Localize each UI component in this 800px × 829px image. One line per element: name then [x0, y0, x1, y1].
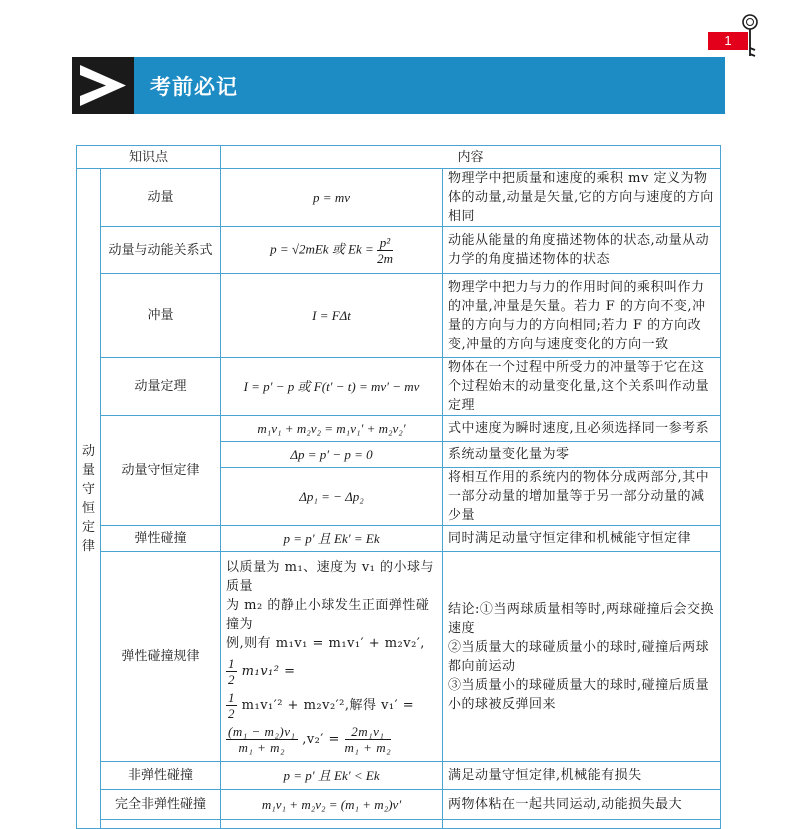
table-row [77, 227, 721, 274]
table-row [77, 169, 721, 227]
row-name: 动量与动能关系式 [101, 227, 221, 274]
row-name: 非弹性碰撞 [101, 762, 221, 790]
table-row [77, 790, 721, 820]
table-row [77, 274, 721, 358]
table-row [77, 358, 721, 416]
row-formula: p = √2mEk 或 Ek = $\frac{\text{p²}}{2m}$ [221, 227, 443, 274]
row-description: 同时满足动量守恒定律和机械能守恒定律 [443, 526, 721, 552]
row-description: 结论:①当两球质量相等时,两球碰撞后会交换速度 ②当质量大的球碰质量小的球时,碰撞后两球都向前运动 ③当质量小的球碰质量大的球时,碰撞后质量小的球被反弹回来 [443, 552, 721, 762]
chevron-right-icon [72, 57, 134, 114]
row-description: 物体在一个过程中所受力的冲量等于它在这个过程始末的动量变化量,这个关系叫作动量定理 [443, 358, 721, 416]
row-description: 两物体粘在一起共同运动,动能损失最大 [443, 790, 721, 820]
row-description: 物理学中把力与力的作用时间的乘积叫作力的冲量,冲量是矢量。若力 F 的方向不变,冲量的方向与力的方向相同;若力 F 的方向改变,冲量的方向与速度变化的方向一致 [443, 274, 721, 358]
table-row [77, 416, 721, 442]
row-name: 完全非弹性碰撞 [101, 790, 221, 820]
page-number: 1 [708, 32, 748, 50]
page-title: 考前必记 [150, 75, 238, 99]
table-row [77, 820, 721, 829]
table-row [77, 762, 721, 790]
group-label: 动 量 守 恒 定 律 [77, 169, 101, 829]
table-row [77, 552, 721, 762]
row-name: 动量 [101, 169, 221, 227]
knowledge-table [76, 145, 721, 829]
row-name: 动量守恒定律 [101, 416, 221, 526]
table-row [77, 526, 721, 552]
row-formula: 以质量为 m₁、速度为 v₁ 的小球与质量 为 m₂ 的静止小球发生正面弹性碰撞为 例,则有 m₁v₁ = m₁v₁′ + m₂v₂′, $\frac{1}{2}$ m₁v₁² = $\frac{1}{2}$ m₁v₁′² + m₂v₂′²,解得 v₁′ = $\frac{\text{(m₁ − m₂)v₁}}{\text{m₁ + m₂}}$ ,v₂′ = $\frac{\text{2m₁v₁}}{\text{m₁ + m₂}}$ [221, 552, 443, 762]
row-description: 系统动量变化量为零 [443, 442, 721, 468]
row-name: 弹性碰撞规律 [101, 552, 221, 762]
magnifier-icon [738, 12, 762, 62]
row-formula: Δp₁ = − Δp₂ [221, 468, 443, 526]
row-description: 将相互作用的系统内的物体分成两部分,其中一部分动量的增加量等于另一部分动量的减少量 [443, 468, 721, 526]
row-formula: Δp = p′ − p = 0 [221, 442, 443, 468]
row-description: 物理学中把质量和速度的乘积 mv 定义为物体的动量,动量是矢量,它的方向与速度的方向相同 [443, 169, 721, 227]
row-formula: m₁v₁ + m₂v₂ = m₁v₁′ + m₂v₂′ [221, 416, 443, 442]
table-header-row [77, 146, 721, 169]
header-knowledge-point: 知识点 [77, 146, 221, 169]
row-formula: I = FΔt [221, 274, 443, 358]
row-name: 弹性碰撞 [101, 526, 221, 552]
row-description: 满足动量守恒定律,机械能有损失 [443, 762, 721, 790]
row-name: 动量定理 [101, 358, 221, 416]
row-formula: m₁v₁ + m₂v₂ = (m₁ + m₂)v′ [221, 790, 443, 820]
row-formula: p = mv [221, 169, 443, 227]
header-content: 内容 [221, 146, 721, 169]
row-description: 动能从能量的角度描述物体的状态,动量从动力学的角度描述物体的状态 [443, 227, 721, 274]
row-name: 冲量 [101, 274, 221, 358]
fraction: $\frac{\text{p²}}{2m}$ [377, 234, 393, 266]
row-formula: p = p′ 且 Ek′ < Ek [221, 762, 443, 790]
row-description: 式中速度为瞬时速度,且必须选择同一参考系 [443, 416, 721, 442]
section-banner [72, 57, 725, 114]
row-formula: p = p′ 且 Ek′ = Ek [221, 526, 443, 552]
row-formula: I = p′ − p 或 F(t′ − t) = mv′ − mv [221, 358, 443, 416]
